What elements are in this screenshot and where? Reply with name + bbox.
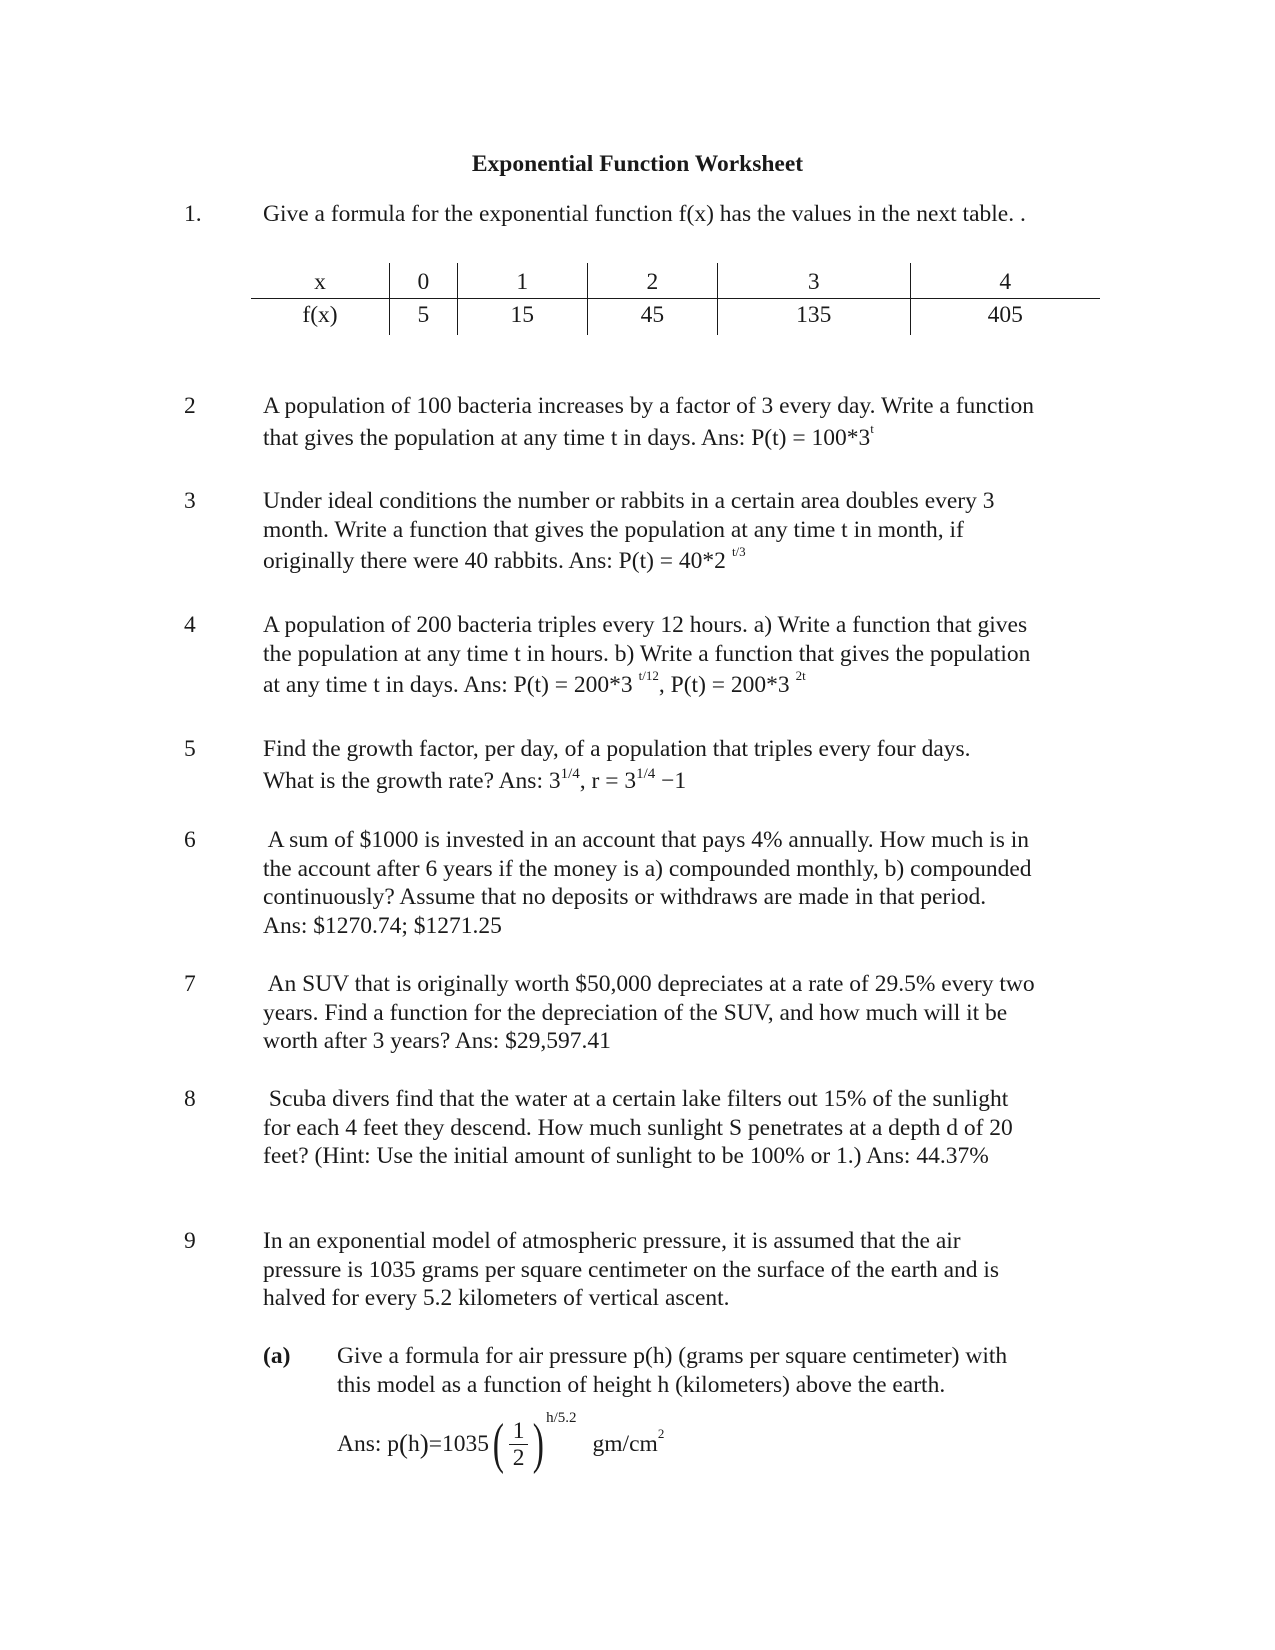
problem-number: 8: [184, 1086, 196, 1112]
problem-line: Give a formula for air pressure p(h) (grams per square centimeter) with: [337, 1343, 1008, 1369]
problem-4: [184, 611, 1113, 700]
problem-line: An SUV that is originally worth $50,000 depreciates at a rate of 29.5% every two: [263, 971, 1035, 997]
problem-2: [184, 392, 1113, 452]
problem-line: halved for every 5.2 kilometers of vertical ascent.: [263, 1285, 730, 1312]
table-row-x: [251, 263, 1100, 299]
problem-number: 9: [184, 1228, 196, 1254]
table-row-label: x: [251, 263, 390, 299]
exponent: 1/4: [636, 765, 656, 782]
problem-line-text: at any time t in days. Ans: P(t) = 200*3: [263, 672, 633, 699]
problem-line-text: −1: [655, 767, 687, 794]
problem-line: Find the growth factor, per day, of a population that triples every four days.: [263, 736, 971, 762]
problem-line: continuously? Assume that no deposits or withdraws are made in that period.: [263, 884, 987, 911]
problem-line: worth after 3 years? Ans: $29,597.41: [263, 1028, 611, 1055]
problem-line-text: , r = 3: [579, 767, 637, 794]
table-cell: 5: [390, 299, 458, 336]
fraction-numerator: 1: [509, 1418, 529, 1445]
exponent: t/3: [731, 544, 746, 560]
formula-rparen: ): [419, 1428, 429, 1459]
problem-9: [184, 1227, 1113, 1313]
problem-8: [184, 1085, 1113, 1171]
problem-number: 5: [184, 736, 196, 762]
problem-line: A population of 100 bacteria increases by a factor of 3 every day. Write a function: [263, 393, 1035, 419]
problem-line-text: , P(t) = 200*3: [658, 672, 790, 699]
fraction-denominator: 2: [512, 1444, 525, 1471]
problem-line: feet? (Hint: Use the initial amount of sunlight to be 100% or 1.) Ans: 44.37%: [263, 1143, 989, 1170]
problem-line: Scuba divers find that the water at a certain lake filters out 15% of the sunlight: [263, 1086, 1009, 1112]
table-cell: 15: [457, 299, 587, 336]
fraction: [509, 1418, 529, 1471]
right-paren-icon: ): [533, 1413, 545, 1475]
table-cell: 0: [390, 263, 458, 299]
problem-number: 3: [184, 488, 196, 514]
problem-line: month. Write a function that gives the population at any time t in month, if: [263, 516, 964, 543]
exponent: t: [870, 420, 874, 436]
problem-text: Give a formula for the exponential function f(x) has the values in the next table. .: [263, 201, 1026, 227]
values-table: [251, 263, 1100, 335]
problem-line: this model as a function of height h (kilometers) above the earth.: [337, 1371, 946, 1398]
problem-line: for each 4 feet they descend. How much sunlight S penetrates at a depth d of 20: [263, 1114, 1013, 1141]
part-text: [337, 1342, 1007, 1399]
table-cell: 3: [718, 263, 911, 299]
formula-eq: =1035: [428, 1430, 490, 1457]
problem-number: 1.: [184, 201, 202, 227]
formula-var: h: [408, 1430, 420, 1457]
table-row-fx: [251, 299, 1100, 336]
formula-prefix: Ans: p: [337, 1430, 400, 1457]
table-cell: 1: [457, 263, 587, 299]
formula-lparen: (: [399, 1428, 409, 1459]
table-row-label: f(x): [302, 302, 338, 328]
problem-line: In an exponential model of atmospheric pressure, it is assumed that the air: [263, 1228, 961, 1254]
answer-formula: [337, 1409, 665, 1475]
problem-number: 6: [184, 827, 196, 853]
problem-number: 7: [184, 971, 196, 997]
problem-line: [263, 767, 1113, 796]
problem-number: 2: [184, 393, 196, 419]
problem-3: [184, 487, 1113, 576]
problem-number: 4: [184, 612, 196, 638]
unit-exponent: 2: [657, 1426, 665, 1442]
table-cell: 405: [910, 299, 1100, 336]
problem-7: [184, 970, 1113, 1056]
problem-line: Ans: $1270.74; $1271.25: [263, 912, 502, 939]
problem-line: [263, 668, 1113, 700]
problem-line-text: originally there were 40 rabbits. Ans: P(t) = 40*2: [263, 548, 726, 575]
exponent: 1/4: [560, 765, 580, 782]
problem-line: A population of 200 bacteria triples every 12 hours. a) Write a function that gives: [263, 612, 1028, 638]
problem-line: pressure is 1035 grams per square centimeter on the surface of the earth and is: [263, 1256, 1000, 1283]
table-cell: 135: [718, 299, 911, 336]
formula-exponent: h/5.2: [546, 1409, 577, 1426]
problem-line-text: What is the growth rate? Ans: 3: [263, 767, 561, 794]
problem-line: years. Find a function for the depreciation of the SUV, and how much will it be: [263, 999, 1008, 1026]
exponent: t/12: [638, 668, 659, 684]
table-cell: 4: [910, 263, 1100, 299]
table-cell: 45: [587, 299, 717, 336]
problem-6: [184, 826, 1113, 941]
problem-line: [263, 544, 1113, 576]
problem-5: [184, 735, 1113, 795]
table-cell: 2: [587, 263, 717, 299]
problem-1: [184, 200, 1113, 229]
left-paren-icon: (: [492, 1413, 504, 1475]
part-label: (a): [263, 1343, 291, 1369]
problem-line: Under ideal conditions the number or rabbits in a certain area doubles every 3: [263, 488, 995, 514]
problem-line: A sum of $1000 is invested in an account that pays 4% annually. How much is in: [263, 827, 1030, 853]
page-title: Exponential Function Worksheet: [471, 151, 804, 177]
formula-unit: gm/cm: [592, 1430, 658, 1457]
problem-line: the population at any time t in hours. b) Write a function that gives the population: [263, 640, 1031, 667]
problem-line: the account after 6 years if the money is a) compounded monthly, b) compounded: [263, 855, 1032, 882]
problem-line: [263, 420, 1113, 453]
exponent: 2t: [795, 668, 806, 684]
problem-line-text: that gives the population at any time t in days. Ans: P(t) = 100*3: [263, 424, 871, 451]
